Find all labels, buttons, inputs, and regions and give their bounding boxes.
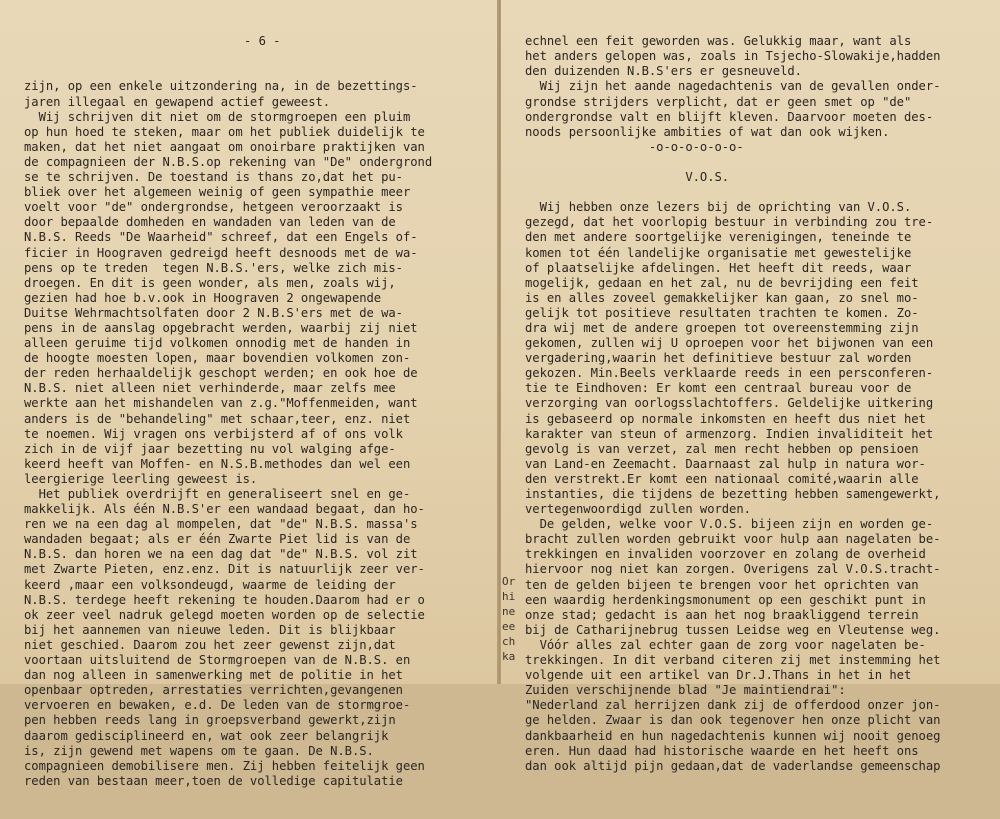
margin-fragment: Or <box>502 575 516 588</box>
margin-fragments <box>502 574 515 665</box>
left-page-line: der reden herhaaldelijk geschopt werden; en ook hoe de <box>24 366 418 381</box>
left-page-line: niet geschied. Daarom zou het zeer gewenst zijn,dat <box>24 637 396 652</box>
margin-fragment: hi <box>502 590 516 604</box>
left-page-line: keerd ,maar een volksondeugd, waarme de leiding der <box>24 577 396 592</box>
right-page-line: een waardig herdenkingsmonument op een geschikt punt in <box>525 592 926 607</box>
left-page-line: pens in de aanslag opgebracht werden, waarbij zij niet <box>24 320 418 335</box>
left-page-line: door bepaalde domheden en wandaden van leden van de <box>24 215 396 230</box>
left-page-line: leergierige leerling geweest is. <box>24 471 258 486</box>
left-page-line: wandaden begaat; als er één Zwarte Piet lid is van de <box>24 532 411 547</box>
right-page-line: van Land-en Zeemacht. Daarnaast zal hulp in natura wor- <box>525 456 926 471</box>
right-page-line <box>525 185 940 200</box>
left-page-line: maken, dat het niet aangaat om onoirbare praktijken van <box>24 139 425 154</box>
right-page-line: tie te Eindhoven: Er komt een centraal bureau voor de <box>525 381 912 396</box>
left-page-line: ok zeer veel nadruk gelegd moeten worden op de selectie <box>24 607 425 622</box>
left-page-line: vervoeren en bewaken, e.d. De leden van de stormgroe- <box>24 698 411 713</box>
left-page-line: de compagnieen der N.B.S.op rekening van "De" ondergrond <box>24 154 433 169</box>
left-page-line: anders is de "behandeling" met schaar,teer, enz. niet <box>24 411 411 426</box>
right-page-line: Wij hebben onze lezers bij de oprichting van V.O.S. <box>525 200 912 215</box>
right-page-line: noods persoonlijke ambities of wat dan ook wijken. <box>525 124 890 139</box>
right-page-line: -o-o-o-o-o-o- <box>525 139 744 154</box>
left-page-line: Het publiek overdrijft en generaliseert snel en ge- <box>24 487 411 501</box>
left-page-text <box>24 4 432 819</box>
right-page-line: volgende uit een artikel van Dr.J.Thans in het in het <box>525 668 912 683</box>
left-page-line: is, zijn gewend met wapens om te gaan. De N.B.S. <box>24 743 374 758</box>
left-page-line: de hoogte moesten lopen, maar bovendien volkomen zon- <box>24 351 411 366</box>
right-page-line: verzorging van oorlogsslachtoffers. Geldelijke uitkering <box>525 396 934 411</box>
left-page-line: dan nog alleen in samenwerking met de politie in het <box>24 668 403 683</box>
left-page-line: daarom gedisciplineerd en, wat ook zeer belangrijk <box>24 728 389 743</box>
right-page-line: onze stad; gedacht is aan het nog braakliggend terrein <box>525 607 919 622</box>
right-page-line: trekkingen en invaliden voorzover en zolang de overheid <box>525 547 926 562</box>
right-page <box>500 0 1000 773</box>
margin-fragment: ka <box>502 650 516 664</box>
left-page-line: alleen geruime tijd volkomen onnodig met de handen in <box>24 336 411 351</box>
right-page-line: trekkingen. In dit verband citeren zij met instemming het <box>525 653 941 668</box>
left-page-line: zich in de vijf jaar bezetting nu vol walging afge- <box>24 441 396 456</box>
right-page-line: of plaatselijke afdelingen. Het heeft dit reeds, waar <box>525 260 912 275</box>
left-page-line: pen hebben reeds lang in groepsverband gewerkt,zijn <box>24 713 396 728</box>
right-page-line: karakter van steun of armenzorg. Indien invaliditeit het <box>525 426 934 441</box>
left-page-line: met Zwarte Pieten, enz.enz. Dit is natuurlijk zeer ver- <box>24 562 425 577</box>
right-page-line: ten de gelden bijeen te brengen voor het oprichten van <box>525 577 919 592</box>
right-page-line: bij de Catharijnebrug tussen Leidse weg en Vleutense weg. <box>525 622 941 637</box>
left-page-line: voortaan uitsluitend de Stormgroepen van de N.B.S. en <box>24 653 411 668</box>
left-page-line: droegen. En dit is geen wonder, als men, zoals wij, <box>24 275 396 290</box>
left-page-line: voelt voor "de" ondergrondse, hetgeen veroorzaakt is <box>24 200 403 215</box>
left-page-line: bliek over het algemeen weinig of geen sympathie meer <box>24 185 411 200</box>
left-page-line: zijn, op een enkele uitzondering na, in de bezettings- <box>24 79 418 94</box>
right-page-line: den met andere soortgelijke verenigingen, teneinde te <box>525 230 912 245</box>
right-page-line: gelijk tot positieve resultaten trachten te komen. Zo- <box>525 305 919 320</box>
right-page-line: gevolg is van verzet, zal men recht hebben op pensioen <box>525 441 919 456</box>
right-page-line: eren. Hun daad had historische waarde en het heeft ons <box>525 743 919 758</box>
right-page-line: Zuiden verschijnende blad "Je maintiendrai": <box>525 683 846 698</box>
right-page-line: den duizenden N.B.S'ers er gesneuveld. <box>525 64 802 79</box>
right-page-line: Wij zijn het aande nagedachtenis van de gevallen onder- <box>525 79 941 94</box>
left-page-line: openbaar optreden, arrestaties verrichten,gevangenen <box>24 683 403 698</box>
right-page-line: het anders gelopen was, zoals in Tsjecho-Slowakije,hadden <box>525 49 941 64</box>
right-page-line: is gebaseerd op normale inkomsten en heeft dus niet het <box>525 411 926 426</box>
right-page-line: De gelden, welke voor V.O.S. bijeen zijn en worden ge- <box>525 517 934 532</box>
right-page-line: ge helden. Zwaar is dan ook tegenover hen onze plicht van <box>525 713 941 728</box>
right-page-line: Vóór alles zal echter gaan de zorg voor nagelaten be- <box>525 637 926 652</box>
left-page-line: ficier in Hoograven gedreigd heeft desnoods met de wa- <box>24 245 418 260</box>
right-page-line: vertegenwoordigd zullen worden. <box>525 502 751 517</box>
left-page-line: jaren illegaal en gewapend actief geweest. <box>24 94 331 109</box>
right-page-line: echnel een feit geworden was. Gelukkig maar, want als <box>525 34 912 49</box>
right-page-line: bracht zullen worden gebruikt voor hulp aan nagelaten be- <box>525 532 941 547</box>
margin-fragment: ne <box>502 605 516 619</box>
right-page-line: ondergrondse valt en blijft kleven. Daarvoor moeten des- <box>525 109 934 124</box>
left-page-line: Wij schrijven dit niet om de stormgroepen een pluim <box>24 109 411 124</box>
left-page-line: reden van bestaan meer,toen de volledige capitulatie <box>24 773 403 788</box>
margin-fragment: ee <box>502 620 516 634</box>
left-page-line: op hun hoed te steken, maar om het publiek duidelijk te <box>24 124 425 139</box>
left-page-line: te noemen. Wij vragen ons verbijsterd af of ons volk <box>24 426 403 441</box>
right-page-line: grondse strijders verplicht, dat er geen smet op "de" <box>525 94 912 109</box>
right-page-text <box>525 4 940 804</box>
right-page-line: gezegd, dat het voorlopig bestuur in verbinding zou tre- <box>525 215 934 230</box>
right-page-line: vergadering,waarin het definitieve bestuur zal worden <box>525 351 912 366</box>
right-page-line <box>525 155 940 170</box>
left-page-line: ren we na een dag al mompelen, dat "de" N.B.S. massa's <box>24 517 418 532</box>
right-page-line: dankbaarheid en hun nagedachtenis kunnen wij nooit genoeg <box>525 728 941 743</box>
right-page-line: dra wij met de andere groepen tot overeenstemming zijn <box>525 320 919 335</box>
left-page-line: N.B.S. terdege heeft rekening te houden.Daarom had er o <box>24 592 425 607</box>
left-page-line: se te schrijven. De toestand is thans zo,dat het pu- <box>24 170 403 185</box>
right-page-line: "Nederland zal herrijzen dank zij de offerdood onzer jon- <box>525 698 941 713</box>
margin-fragment: ch <box>502 635 516 649</box>
left-page-line: N.B.S. dan horen we na een dag dat "de" N.B.S. vol zit <box>24 547 418 562</box>
left-page-line: pens op te treden tegen N.B.S.'ers, welke zich mis- <box>24 260 403 275</box>
left-page <box>0 0 498 788</box>
left-page-line: N.B.S. Reeds "De Waarheid" schreef, dat een Engels of- <box>24 230 418 245</box>
left-page-line: werkte aan het mishandelen van z.g."Moffenmeiden, want <box>24 396 418 411</box>
page-number: - 6 - <box>244 34 281 49</box>
right-page-line: gekomen, zullen wij U oproepen voor het bijwonen van een <box>525 336 934 351</box>
left-page-line: gezien had hoe b.v.ook in Hoograven 2 ongewapende <box>24 290 382 305</box>
right-page-line: is en alles zoveel gemakkelijker kan gaan, zo snel mo- <box>525 290 919 305</box>
right-page-line: komen tot één landelijke organisatie met gewestelijke <box>525 245 912 260</box>
left-page-line: compagnieen demobilisere men. Zij hebben feitelijk geen <box>24 758 425 773</box>
right-page-line: mogelijk, gedaan en het zal, nu de bevrijding een feit <box>525 275 919 290</box>
right-page-line: dan ook altijd pijn gedaan,dat de vaderlandse gemeenschap <box>525 758 941 773</box>
left-page-line: N.B.S. niet alleen niet verhinderde, maar zelfs mee <box>24 381 396 396</box>
left-page-line: Duitse Wehrmachtsolfaten door 2 N.B.S'ers met de wa- <box>24 305 403 320</box>
right-page-line: den verstrekt.Er komt een nationaal comité,waarin alle <box>525 471 919 486</box>
left-page-line: keerd heeft van Moffen- en N.S.B.methodes dan wel een <box>24 456 411 471</box>
right-page-line: gekozen. Min.Beels verklaarde reeds in een persconferen- <box>525 366 934 381</box>
right-page-line: instanties, die tijdens de bezetting hebben samengewerkt, <box>525 487 941 501</box>
left-page-line: bij het aannemen van nieuwe leden. Dit is blijkbaar <box>24 622 396 637</box>
right-page-line: V.O.S. <box>525 170 730 185</box>
right-page-line: hiervoor nog niet kan zorgen. Overigens zal V.O.S.tracht- <box>525 562 941 577</box>
left-page-line: makkelijk. Als één N.B.S'er een wandaad begaat, dan ho- <box>24 502 425 517</box>
